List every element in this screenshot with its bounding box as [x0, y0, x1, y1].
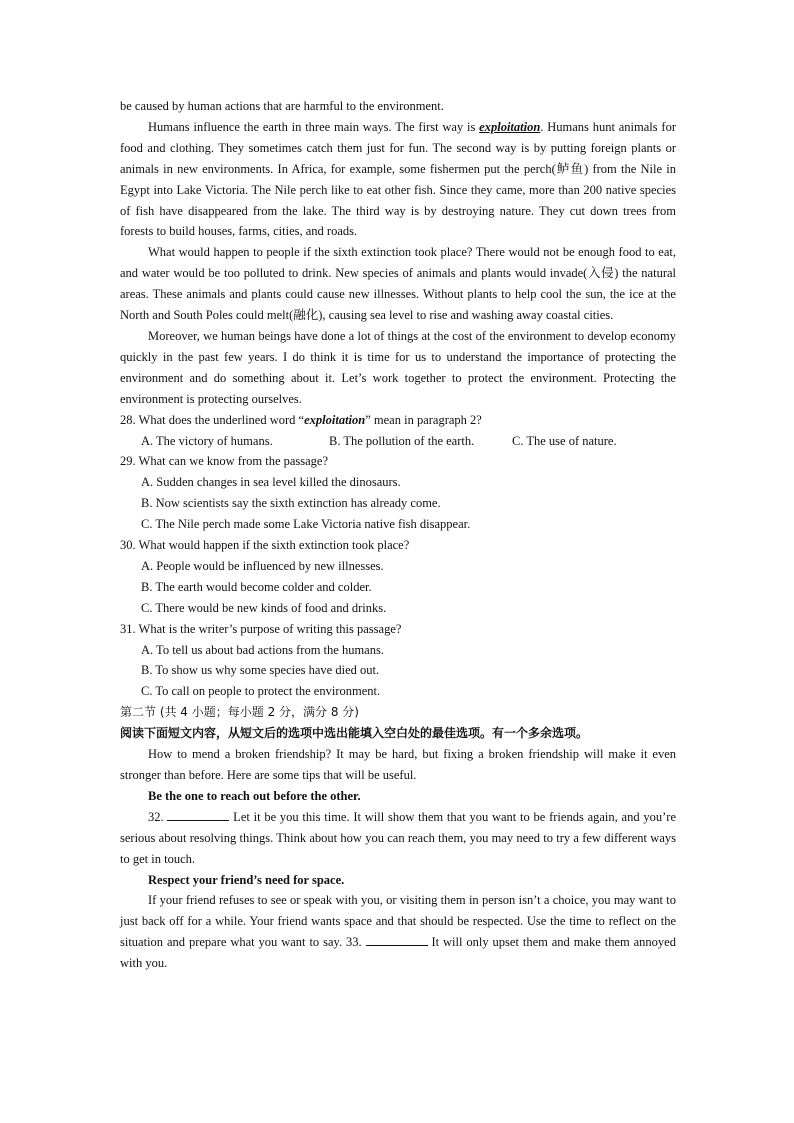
blank-33[interactable] — [366, 933, 428, 946]
option-29-c: C. The Nile perch made some Lake Victoria native fish disappear. — [141, 517, 471, 532]
option-31-c: C. To call on people to protect the environment. — [141, 684, 381, 699]
tip-2-title: Respect your friend’s need for space. — [148, 872, 345, 887]
paragraph-q32-text: Let it be you this time. It will show them that you want to be friends again, and you’re serious about resolving things. Think about how you can reach them, you may need to try a few different ways to get in touch. — [120, 809, 676, 866]
question-28-options — [120, 431, 676, 452]
paragraph-space-after: It will only upset them and make them annoyed with you. — [120, 935, 676, 971]
paragraph-4: Moreover, we human beings have done a lot of things at the cost of the environment to develop economy quickly in the past few years. I do think it is time for us to understand the importance of protecting the environment and do something about it. Let’s work together to protect the environment. Protecting the environment is protecting ourselves. — [120, 328, 676, 406]
option-29-b: B. Now scientists say the sixth extinction has already come. — [141, 496, 441, 511]
option-30-a: A. People would be influenced by new illnesses. — [141, 558, 384, 573]
option-28-b: B. The pollution of the earth. — [329, 433, 475, 448]
question-31: 31. What is the writer’s purpose of writing this passage? — [120, 621, 402, 636]
question-28-before: 28. What does the underlined word “ — [120, 412, 305, 427]
paragraph-intro-end: be caused by human actions that are harmful to the environment. — [120, 99, 444, 113]
option-29-a: A. Sudden changes in sea level killed the dinosaurs. — [141, 475, 401, 490]
option-28-c: C. The use of nature. — [512, 433, 617, 448]
question-28-after: ” mean in paragraph 2? — [365, 412, 482, 427]
blank-32[interactable] — [167, 808, 229, 821]
section-2-intro: How to mend a broken friendship? It may be hard, but fixing a broken friendship will make it even stronger than before. Here are some tips that will be useful. — [120, 747, 676, 782]
paragraph-2 — [120, 117, 676, 242]
paragraph-2-before: Humans influence the earth in three main ways. The first way is — [148, 119, 480, 134]
question-32-number: 32. — [148, 809, 164, 824]
paragraph-space-before: If your friend refuses to see or speak with you, or visiting them in person isn’t a choice, you may want to just back off for a while. Your friend wants space and that should be respected. Use the time to reflect on the situation and prepare what you want to say. 33. — [120, 893, 676, 950]
option-31-a: A. To tell us about bad actions from the humans. — [141, 642, 384, 657]
document-page — [120, 96, 676, 974]
option-30-b: B. The earth would become colder and colder. — [141, 579, 372, 594]
question-29: 29. What can we know from the passage? — [120, 454, 329, 469]
paragraph-3: What would happen to people if the sixth extinction took place? There would not be enough food to eat, and water would be too polluted to drink. New species of animals and plants would invade(入侵) the natural areas. These animals and plants could cause new illnesses. Without plants to help cool the sun, the ice at the North and South Poles could melt(融化), causing sea level to rise and washing away coastal cities. — [120, 245, 676, 323]
option-30-c: C. There would be new kinds of food and drinks. — [141, 600, 387, 615]
underlined-keyword: exploitation — [479, 119, 541, 134]
paragraph-2-after: . Humans hunt animals for food and clothing. They sometimes catch them just for fun. The second way is by putting foreign plants or animals in new environments. In Africa, for example, some fishermen put the perch(鲈鱼) from the Nile in Egypt into Lake Victoria. The Nile perch like to eat other fish. Since they came, more than 200 native species of fish have disappeared from the lake. The third way is by destroying nature. They cut down trees from forests to build houses, farms, cities, and roads. — [120, 119, 677, 239]
tip-1-title: Be the one to reach out before the other. — [148, 788, 361, 803]
question-28 — [120, 410, 676, 431]
section-2-heading: 第二节 (共 4 小题；每小题 2 分，满分 8 分) — [120, 705, 359, 720]
option-31-b: B. To show us why some species have died out. — [141, 663, 380, 678]
paragraph-q32 — [120, 807, 676, 870]
paragraph-space — [120, 890, 676, 974]
question-30: 30. What would happen if the sixth extinction took place? — [120, 538, 410, 553]
option-28-a: A. The victory of humans. — [141, 433, 273, 448]
section-2-instruction: 阅读下面短文内容，从短文后的选项中选出能填入空白处的最佳选项。有一个多余选项。 — [120, 726, 589, 741]
question-28-keyword: exploitation — [304, 412, 366, 427]
